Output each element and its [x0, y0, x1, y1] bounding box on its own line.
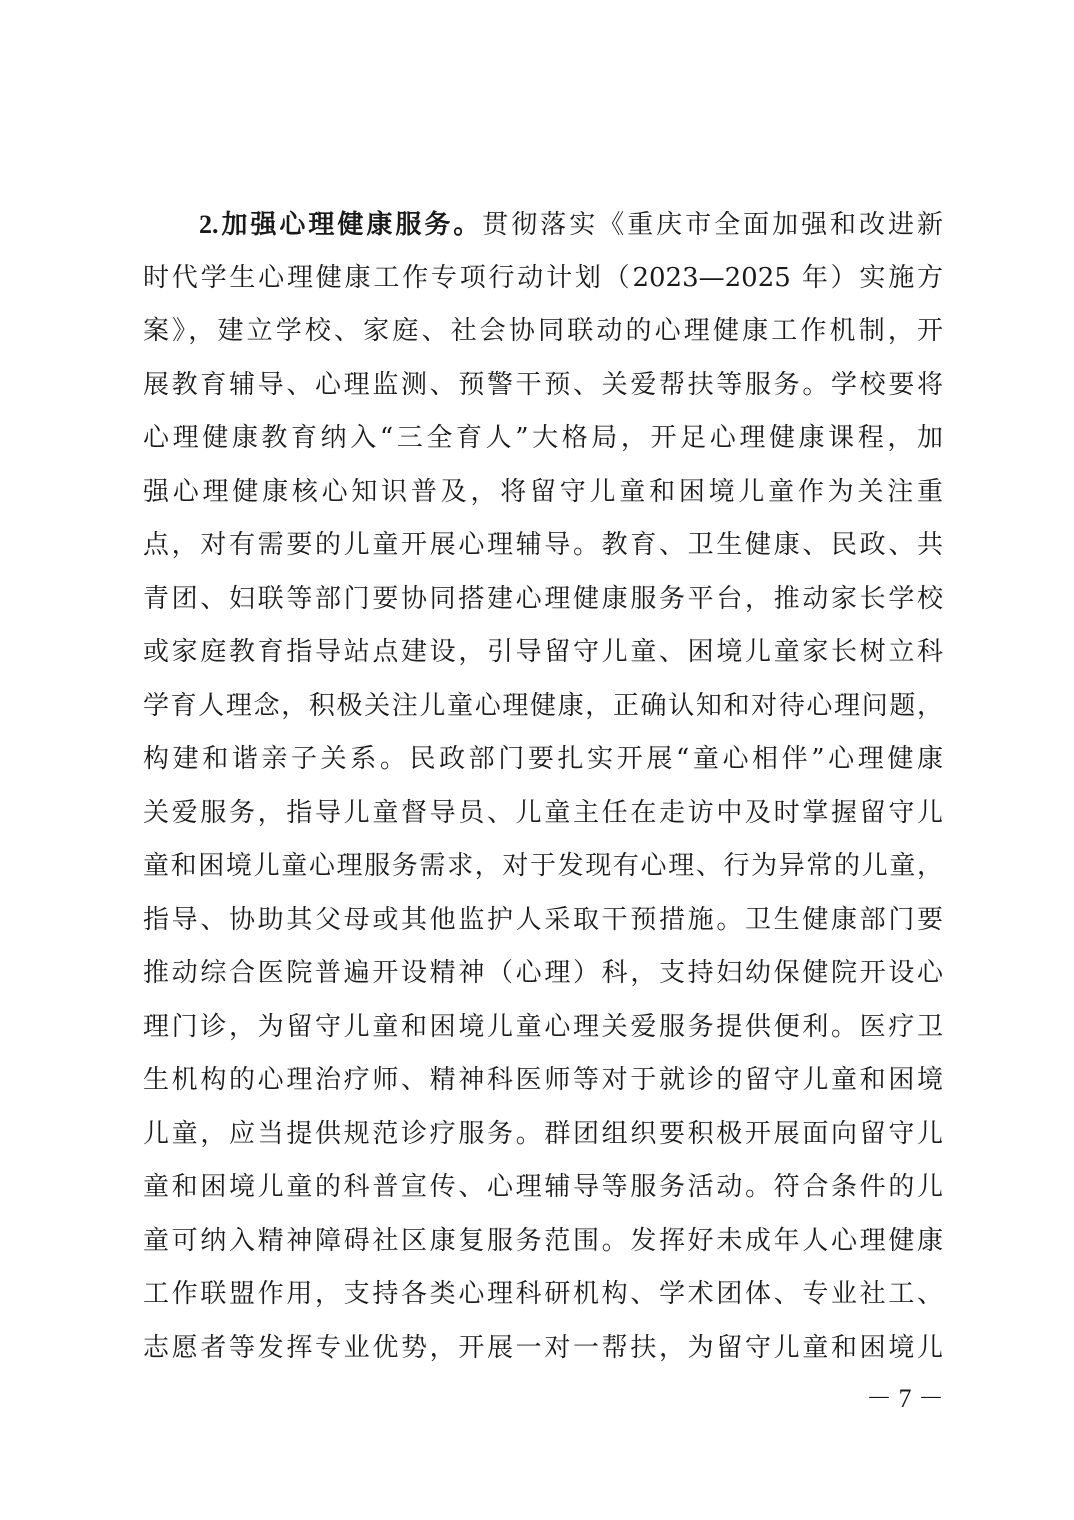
- paragraph-line: 指导、协助其父母或其他监护人采取干预措施。卫生健康部门要: [143, 904, 943, 935]
- paragraph-line: 学育人理念，积极关注儿童心理健康，正确认知和对待心理问题，: [143, 690, 943, 721]
- paragraph-line: 儿童，应当提供规范诊疗服务。群团组织要积极开展面向留守儿: [143, 1118, 943, 1149]
- paragraph-line: 或家庭教育指导站点建设，引导留守儿童、困境儿童家长树立科: [143, 637, 943, 667]
- line-text: 贯彻落实《重庆市全面加强和改进新: [482, 210, 943, 240]
- body-paragraph: [143, 198, 943, 1375]
- paragraph-line: 展教育辅导、心理监测、预警干预、关爱帮扶等服务。学校要将: [143, 369, 943, 400]
- paragraph-line: 工作联盟作用，支持各类心理科研机构、学术团体、专业社工、: [143, 1279, 943, 1309]
- paragraph-line: 童和困境儿童心理服务需求，对于发现有心理、行为异常的儿童，: [143, 851, 943, 881]
- page-number: － 7 －: [865, 1384, 944, 1413]
- paragraph-line: 点，对有需要的儿童开展心理辅导。教育、卫生健康、民政、共: [143, 530, 943, 560]
- paragraph-line: 理门诊，为留守儿童和困境儿童心理关爱服务提供便利。医疗卫: [143, 1011, 943, 1042]
- paragraph-line: 青团、妇联等部门要协同搭建心理健康服务平台，推动家长学校: [143, 583, 943, 614]
- paragraph-line: 生机构的心理治疗师、精神科医师等对于就诊的留守儿童和困境: [143, 1065, 943, 1095]
- paragraph-line: 时代学生心理健康工作专项行动计划（2023—2025 年）实施方: [143, 262, 943, 293]
- paragraph-line: 强心理健康核心知识普及，将留守儿童和困境儿童作为关注重: [143, 476, 943, 507]
- paragraph-line: 心理健康教育纳入“三全育人”大格局，开足心理健康课程，加: [143, 423, 943, 453]
- paragraph-line: 案》，建立学校、家庭、社会协同联动的心理健康工作机制，开: [143, 316, 943, 346]
- paragraph-line: 童可纳入精神障碍社区康复服务范围。发挥好未成年人心理健康: [143, 1225, 943, 1256]
- paragraph-line: 推动综合医院普遍开设精神（心理）科，支持妇幼保健院开设心: [143, 958, 943, 988]
- section-heading: 2.加强心理健康服务。: [199, 210, 483, 239]
- paragraph-line: 志愿者等发挥专业优势，开展一对一帮扶，为留守儿童和困境儿: [143, 1332, 943, 1363]
- paragraph-line-1: [143, 198, 943, 252]
- paragraph-line: 童和困境儿童的科普宣传、心理辅导等服务活动。符合条件的儿: [143, 1172, 943, 1202]
- paragraph-line: 关爱服务，指导儿童督导员、儿童主任在走访中及时掌握留守儿: [143, 797, 943, 828]
- paragraph-line: 构建和谐亲子关系。民政部门要扎实开展“童心相伴”心理健康: [143, 744, 943, 774]
